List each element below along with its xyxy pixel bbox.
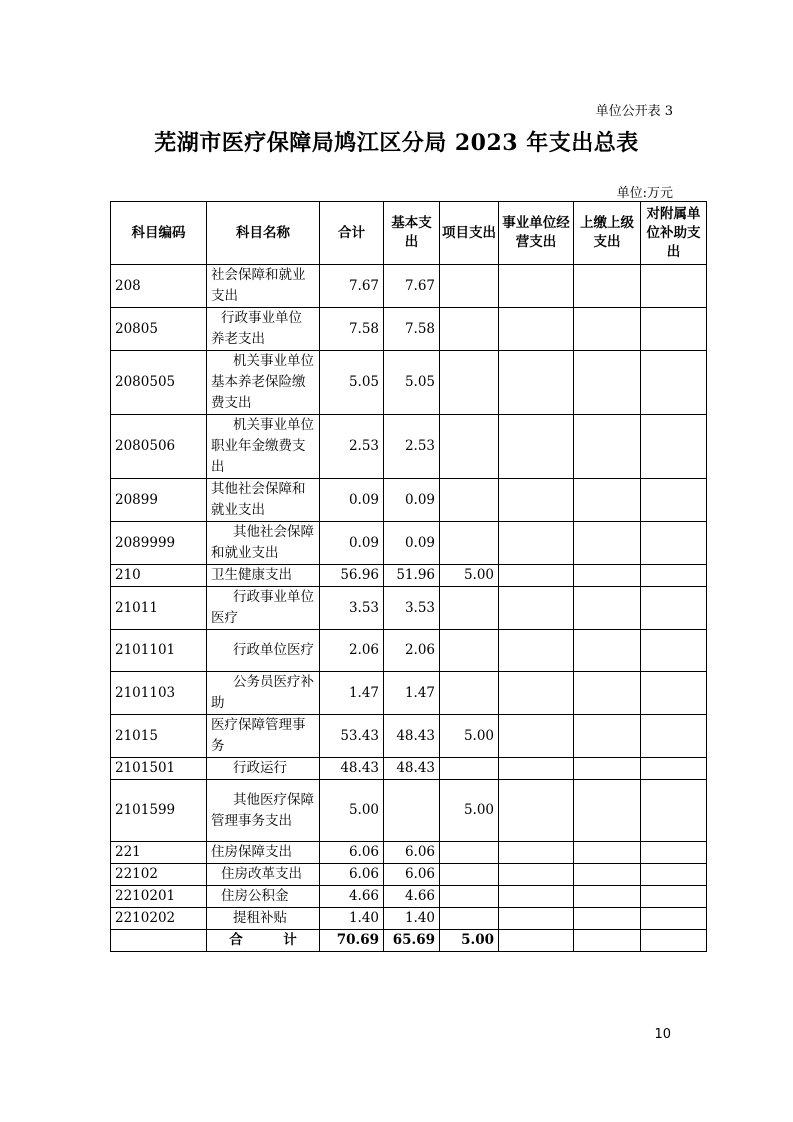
subject-name: 其他社会保障和就业支出 [207, 479, 320, 522]
table-header-row [111, 202, 707, 265]
subject-name: 行政运行 [207, 758, 320, 780]
total-basic: 65.69 [384, 930, 440, 952]
header-upper: 上缴上级支出 [574, 202, 641, 265]
amount-sub [641, 630, 707, 672]
amount-total: 2.06 [320, 630, 384, 672]
amount-upper [574, 908, 641, 930]
amount-project [440, 758, 499, 780]
subject-name: 行政事业单位医疗 [207, 587, 320, 630]
subject-code: 2101101 [111, 630, 207, 672]
amount-biz [499, 522, 574, 565]
amount-basic: 48.43 [384, 715, 440, 758]
amount-sub [641, 265, 707, 308]
table-row [111, 715, 707, 758]
amount-project [440, 479, 499, 522]
amount-total: 0.09 [320, 479, 384, 522]
amount-project [440, 351, 499, 415]
amount-basic: 6.06 [384, 864, 440, 886]
table-row [111, 780, 707, 842]
total-label: 合 计 [207, 930, 320, 952]
amount-basic: 7.58 [384, 308, 440, 351]
amount-biz [499, 780, 574, 842]
amount-total: 56.96 [320, 565, 384, 587]
table-row [111, 864, 707, 886]
amount-biz [499, 842, 574, 864]
amount-basic [384, 780, 440, 842]
table-row [111, 351, 707, 415]
amount-sub [641, 886, 707, 908]
total-project: 5.00 [440, 930, 499, 952]
table-row [111, 630, 707, 672]
amount-project [440, 522, 499, 565]
amount-sub [641, 308, 707, 351]
total-code-cell [111, 930, 207, 952]
amount-basic: 1.47 [384, 672, 440, 715]
subject-name: 机关事业单位职业年金缴费支出 [207, 415, 320, 479]
subject-name: 卫生健康支出 [207, 565, 320, 587]
amount-project [440, 672, 499, 715]
amount-project [440, 265, 499, 308]
table-row [111, 886, 707, 908]
amount-biz [499, 587, 574, 630]
amount-project [440, 630, 499, 672]
subject-code: 2101501 [111, 758, 207, 780]
subject-code: 221 [111, 842, 207, 864]
header-business: 事业单位经营支出 [499, 202, 574, 265]
header-basic: 基本支出 [384, 202, 440, 265]
subject-name: 住房改革支出 [207, 864, 320, 886]
table-row [111, 672, 707, 715]
expenditure-table [110, 201, 707, 952]
form-number: 单位公开表 3 [595, 104, 673, 119]
subject-name: 医疗保障管理事务 [207, 715, 320, 758]
subject-code: 210 [111, 565, 207, 587]
total-row [111, 930, 707, 952]
amount-upper [574, 780, 641, 842]
subject-name: 其他社会保障和就业支出 [207, 522, 320, 565]
amount-basic: 4.66 [384, 886, 440, 908]
amount-total: 5.05 [320, 351, 384, 415]
header-subsidy: 对附属单位补助支出 [641, 202, 707, 265]
amount-sub [641, 842, 707, 864]
total-total: 70.69 [320, 930, 384, 952]
table-row [111, 587, 707, 630]
amount-biz [499, 308, 574, 351]
amount-project: 5.00 [440, 565, 499, 587]
table-row [111, 415, 707, 479]
amount-total: 7.67 [320, 265, 384, 308]
amount-upper [574, 265, 641, 308]
amount-biz [499, 908, 574, 930]
amount-project: 5.00 [440, 715, 499, 758]
amount-upper [574, 415, 641, 479]
subject-code: 2080506 [111, 415, 207, 479]
amount-biz [499, 265, 574, 308]
amount-biz [499, 672, 574, 715]
amount-project [440, 864, 499, 886]
amount-total: 4.66 [320, 886, 384, 908]
amount-basic: 5.05 [384, 351, 440, 415]
amount-biz [499, 630, 574, 672]
amount-basic: 0.09 [384, 522, 440, 565]
amount-project [440, 415, 499, 479]
amount-total: 2.53 [320, 415, 384, 479]
amount-sub [641, 415, 707, 479]
amount-project [440, 308, 499, 351]
amount-project [440, 886, 499, 908]
amount-basic: 2.06 [384, 630, 440, 672]
amount-upper [574, 587, 641, 630]
amount-basic: 2.53 [384, 415, 440, 479]
amount-upper [574, 715, 641, 758]
amount-sub [641, 672, 707, 715]
amount-basic: 7.67 [384, 265, 440, 308]
subject-code: 21015 [111, 715, 207, 758]
header-project: 项目支出 [440, 202, 499, 265]
amount-sub [641, 780, 707, 842]
table-row [111, 479, 707, 522]
amount-sub [641, 565, 707, 587]
page-number: 10 [654, 1027, 671, 1042]
total-upper [574, 930, 641, 952]
amount-biz [499, 479, 574, 522]
table-row [111, 908, 707, 930]
subject-code: 208 [111, 265, 207, 308]
amount-project: 5.00 [440, 780, 499, 842]
amount-upper [574, 351, 641, 415]
amount-sub [641, 864, 707, 886]
subject-name: 社会保障和就业支出 [207, 265, 320, 308]
total-biz [499, 930, 574, 952]
amount-sub [641, 522, 707, 565]
amount-upper [574, 522, 641, 565]
amount-upper [574, 758, 641, 780]
subject-code: 2080505 [111, 351, 207, 415]
amount-upper [574, 479, 641, 522]
amount-basic: 3.53 [384, 587, 440, 630]
amount-total: 6.06 [320, 842, 384, 864]
amount-total: 48.43 [320, 758, 384, 780]
amount-upper [574, 308, 641, 351]
amount-upper [574, 842, 641, 864]
header-name: 科目名称 [207, 202, 320, 265]
table-row [111, 842, 707, 864]
amount-project [440, 587, 499, 630]
amount-sub [641, 908, 707, 930]
subject-name: 其他医疗保障管理事务支出 [207, 780, 320, 842]
amount-total: 5.00 [320, 780, 384, 842]
table-row [111, 565, 707, 587]
amount-total: 7.58 [320, 308, 384, 351]
subject-name: 提租补贴 [207, 908, 320, 930]
amount-sub [641, 715, 707, 758]
page-title: 芜湖市医疗保障局鸠江区分局 2023 年支出总表 [154, 130, 639, 156]
amount-basic: 48.43 [384, 758, 440, 780]
amount-total: 6.06 [320, 864, 384, 886]
subject-code: 2210202 [111, 908, 207, 930]
amount-basic: 51.96 [384, 565, 440, 587]
amount-biz [499, 351, 574, 415]
amount-biz [499, 415, 574, 479]
amount-total: 1.40 [320, 908, 384, 930]
unit-label: 单位:万元 [616, 186, 673, 201]
subject-name: 行政单位医疗 [207, 630, 320, 672]
amount-biz [499, 758, 574, 780]
amount-basic: 6.06 [384, 842, 440, 864]
subject-name: 住房公积金 [207, 886, 320, 908]
subject-code: 20805 [111, 308, 207, 351]
amount-biz [499, 864, 574, 886]
subject-code: 20899 [111, 479, 207, 522]
header-total: 合计 [320, 202, 384, 265]
amount-project [440, 908, 499, 930]
amount-sub [641, 758, 707, 780]
subject-name: 行政事业单位养老支出 [207, 308, 320, 351]
amount-upper [574, 672, 641, 715]
amount-upper [574, 565, 641, 587]
table-row [111, 758, 707, 780]
amount-sub [641, 351, 707, 415]
amount-basic: 1.40 [384, 908, 440, 930]
subject-code: 2089999 [111, 522, 207, 565]
subject-code: 2101103 [111, 672, 207, 715]
subject-code: 22102 [111, 864, 207, 886]
amount-total: 1.47 [320, 672, 384, 715]
amount-upper [574, 864, 641, 886]
amount-biz [499, 715, 574, 758]
amount-total: 53.43 [320, 715, 384, 758]
amount-total: 0.09 [320, 522, 384, 565]
table-row [111, 265, 707, 308]
amount-upper [574, 630, 641, 672]
amount-sub [641, 587, 707, 630]
amount-basic: 0.09 [384, 479, 440, 522]
amount-biz [499, 565, 574, 587]
table-row [111, 308, 707, 351]
table-row [111, 522, 707, 565]
amount-total: 3.53 [320, 587, 384, 630]
subject-name: 住房保障支出 [207, 842, 320, 864]
amount-upper [574, 886, 641, 908]
subject-name: 公务员医疗补助 [207, 672, 320, 715]
amount-biz [499, 886, 574, 908]
amount-project [440, 842, 499, 864]
subject-code: 21011 [111, 587, 207, 630]
total-sub [641, 930, 707, 952]
subject-name: 机关事业单位基本养老保险缴费支出 [207, 351, 320, 415]
subject-code: 2210201 [111, 886, 207, 908]
header-code: 科目编码 [111, 202, 207, 265]
amount-sub [641, 479, 707, 522]
subject-code: 2101599 [111, 780, 207, 842]
